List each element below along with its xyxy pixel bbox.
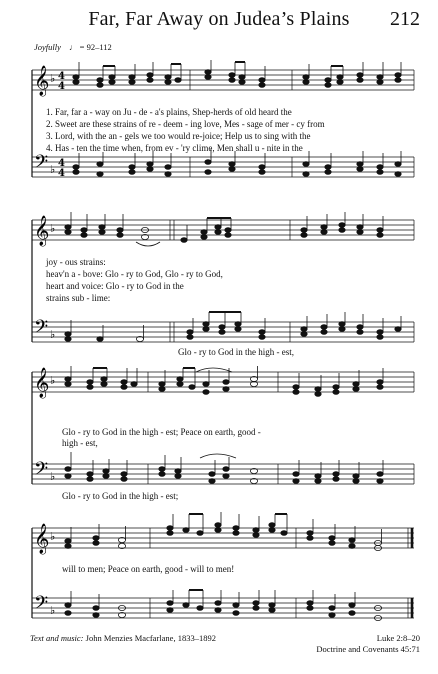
s3-lyric-2: high - est, [62, 438, 98, 448]
svg-text:𝄢: 𝄢 [34, 459, 49, 484]
credits-author: John Menzies Macfarlane, 1833–1892 [85, 633, 216, 643]
s2-lyric-4: strains sub - lime: [46, 293, 111, 303]
hymn-number: 212 [390, 8, 420, 30]
tempo-marking [34, 42, 112, 52]
svg-text:𝄞: 𝄞 [34, 66, 50, 96]
tempo-word: Joyfully [34, 42, 61, 52]
hymn-title: Far, Far Away on Judea’s Plains [88, 8, 350, 30]
svg-text:♭: ♭ [50, 374, 56, 387]
svg-text:♭: ♭ [50, 72, 56, 85]
s2-lyric-2: heav'n a - bove: Glo - ry to God, Glo - ry to God, [46, 269, 223, 279]
system-2 [0, 212, 438, 362]
svg-text:𝄢: 𝄢 [34, 317, 49, 342]
s2-lyric-1: joy - ous strains: [46, 257, 106, 267]
system-4 [0, 510, 438, 628]
svg-text:𝄞: 𝄞 [34, 368, 50, 398]
svg-text:♭: ♭ [50, 328, 56, 341]
svg-text:4: 4 [58, 71, 65, 82]
verse-2-line: 2. Sweet are these strains of re - deem - ing love, Mes - sage of mer - cy from [46, 119, 325, 129]
svg-text:𝄞: 𝄞 [34, 524, 50, 554]
svg-text:4: 4 [58, 158, 65, 169]
scripture-ref-2: Doctrine and Covenants 45:71 [316, 644, 420, 654]
svg-text:♭: ♭ [50, 604, 56, 617]
svg-text:♭: ♭ [50, 163, 56, 176]
svg-text:♭: ♭ [50, 222, 56, 235]
credits-left [30, 633, 216, 644]
svg-text:4: 4 [58, 81, 65, 92]
verse-3-line: 3. Lord, with the an - gels we too would re-joice; Help us to sing with the [46, 131, 311, 141]
svg-text:♭: ♭ [50, 530, 56, 543]
verse-4-line: 4. Has - ten the time when, from ev - 'ry clime, Men shall u - nite in the [46, 143, 303, 153]
s4-lyric: will to men; Peace on earth, good - will to men! [62, 564, 235, 574]
svg-text:𝄢: 𝄢 [34, 152, 49, 177]
credits-label: Text and music: [30, 633, 84, 643]
s2-bass-lyric: Glo - ry to God in the high - est, [178, 347, 294, 357]
svg-text:𝄞: 𝄞 [34, 216, 50, 246]
verse-1-line: 1. Far, far a - way on Ju - de - a's plains, Shep-herds of old heard the [46, 107, 292, 117]
s2-lyric-3: heart and voice: Glo - ry to God in the [46, 281, 184, 291]
svg-text:4: 4 [58, 168, 65, 179]
s3-lyric-1: Glo - ry to God in the high - est; Peace on earth, good - [62, 427, 261, 437]
metronome-mark: ♩ = 92–112 [69, 42, 112, 52]
system-1 [0, 52, 438, 187]
scripture-ref-1: Luke 2:8–20 [376, 633, 420, 643]
svg-text:𝄢: 𝄢 [34, 593, 49, 618]
system-3 [0, 364, 438, 504]
credits-right [316, 633, 420, 655]
s3-bass-lyric: Glo - ry to God in the high - est; [62, 491, 179, 501]
svg-text:♭: ♭ [50, 470, 56, 483]
